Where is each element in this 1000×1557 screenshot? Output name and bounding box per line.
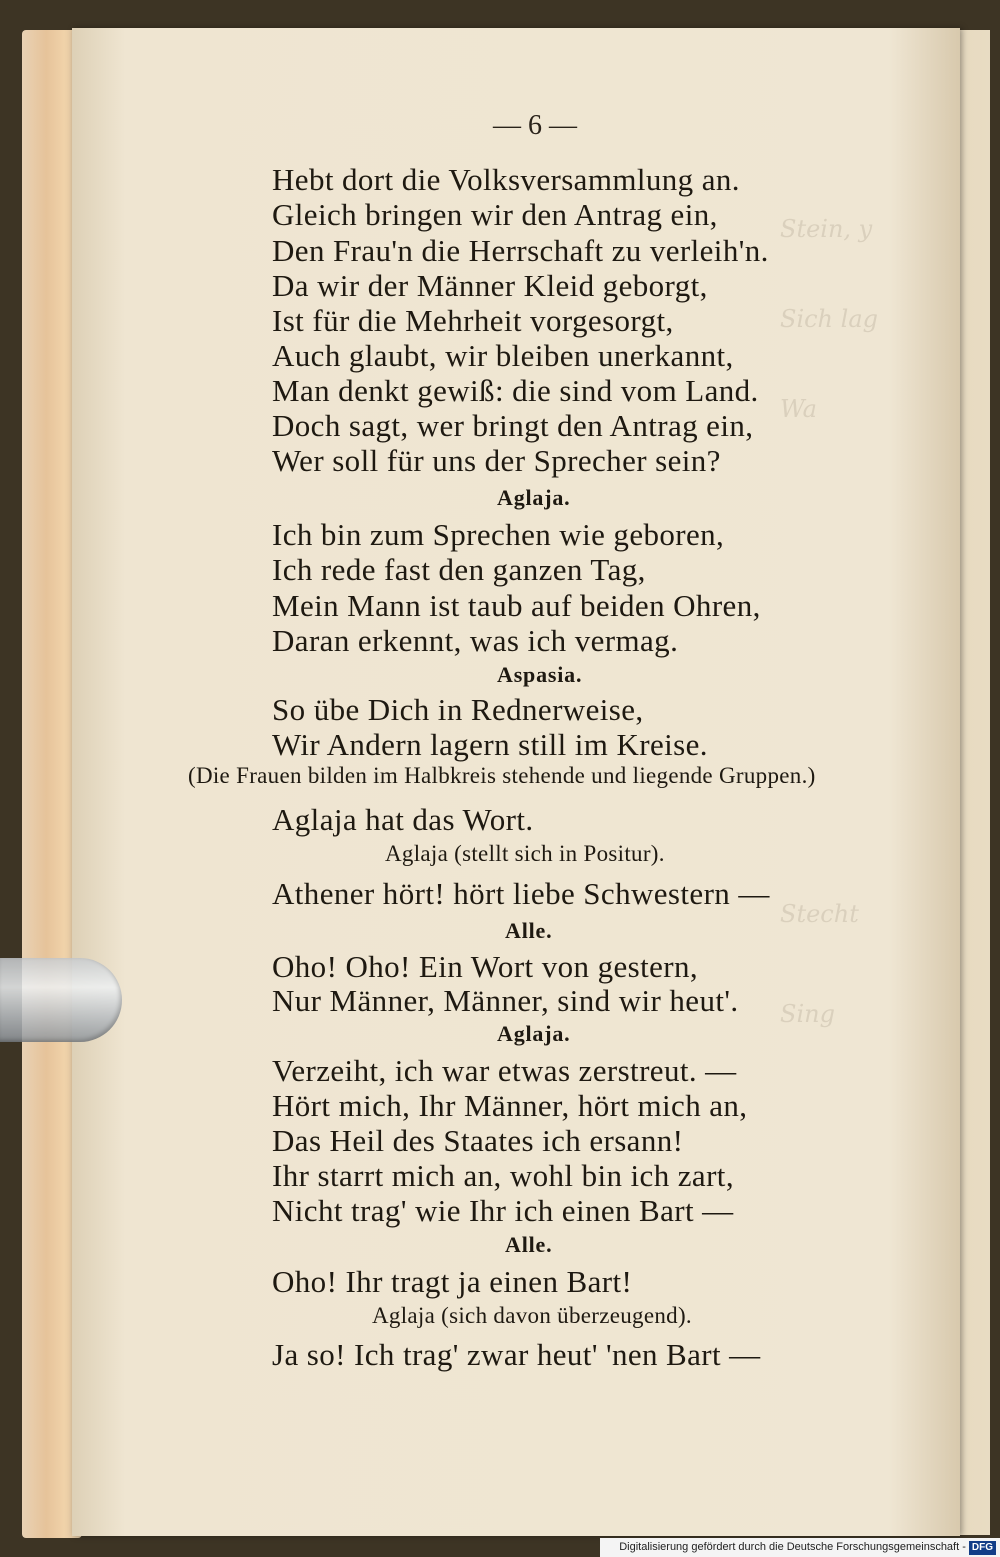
dfg-logo: DFG [969,1541,996,1555]
verse-line: Doch sagt, wer bringt den Antrag ein, [272,408,754,443]
verse-line: Nur Männer, Männer, sind wir heut'. [272,983,739,1018]
verse-line: Daran erkennt, was ich vermag. [272,623,679,658]
bleed-through-text: Stecht [780,900,859,928]
speaker-name: Aspasia. [497,662,583,687]
verse-line: Mein Mann ist taub auf beiden Ohren, [272,588,761,623]
verse-line: So übe Dich in Rednerweise, [272,692,644,727]
verse-line: Den Frau'n die Herrschaft zu verleih'n. [272,233,769,268]
verse-line: Gleich bringen wir den Antrag ein, [272,197,718,232]
verse-line: Man denkt gewiß: die sind vom Land. [272,373,759,408]
verse-line: Da wir der Männer Kleid geborgt, [272,268,708,303]
stage-direction: Aglaja (stellt sich in Positur). [385,841,665,866]
verse-line: Athener hört! hört liebe Schwestern — [272,876,770,911]
verse-line: Wer soll für uns der Sprecher sein? [272,443,721,478]
verse-line: Hört mich, Ihr Männer, hört mich an, [272,1088,748,1123]
verse-line: Ja so! Ich trag' zwar heut' 'nen Bart — [272,1337,761,1372]
verse-line: Oho! Ihr tragt ja einen Bart! [272,1264,633,1299]
page-number: — 6 — [493,110,577,141]
bleed-through-text: Sing [780,1000,835,1028]
verse-line: Das Heil des Staates ich ersann! [272,1123,684,1158]
funding-footer-text: Digitalisierung gefördert durch die Deutsche Forschungsgemeinschaft - [619,1541,966,1553]
bleed-through-text: Stein, y [780,215,873,243]
speaker-name: Aglaja. [497,1021,571,1046]
verse-line: Ich bin zum Sprechen wie geboren, [272,517,725,552]
speaker-name: Alle. [505,918,553,943]
funding-footer [600,1538,1000,1557]
verse-line: Ich rede fast den ganzen Tag, [272,552,646,587]
verse-line: Nicht trag' wie Ihr ich einen Bart — [272,1193,734,1228]
verse-line: Ihr starrt mich an, wohl bin ich zart, [272,1158,734,1193]
verse-line: Aglaja hat das Wort. [272,802,534,837]
verse-line: Ist für die Mehrheit vorgesorgt, [272,303,674,338]
verse-line: Verzeiht, ich war etwas zerstreut. — [272,1053,737,1088]
speaker-name: Alle. [505,1232,553,1257]
verse-line: Auch glaubt, wir bleiben unerkannt, [272,338,734,373]
stage-direction: Aglaja (sich davon überzeugend). [372,1303,692,1328]
verse-line: Hebt dort die Volksversammlung an. [272,162,740,197]
speaker-name: Aglaja. [497,485,571,510]
bleed-through-text: Wa [780,395,817,423]
bleed-through-text: Sich lag [780,305,878,333]
stage-direction: (Die Frauen bilden im Halbkreis stehende und liegende Gruppen.) [188,763,816,788]
verse-line: Oho! Oho! Ein Wort von gestern, [272,949,699,984]
verse-line: Wir Andern lagern still im Kreise. [272,727,708,762]
bookmark-clip-icon [0,958,122,1042]
